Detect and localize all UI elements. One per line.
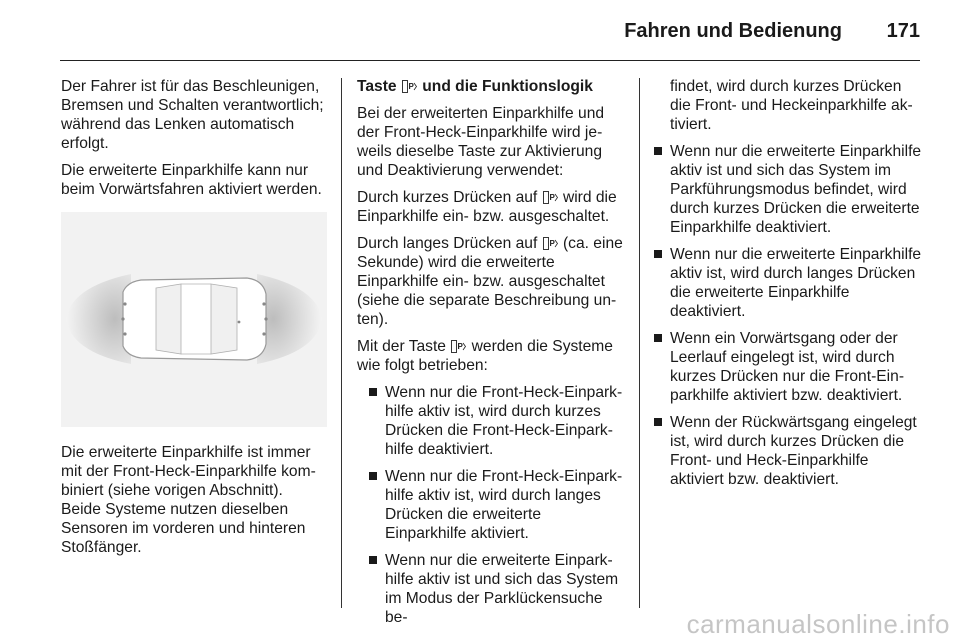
column-1-lower (61, 443, 327, 557)
parking-assist-button-icon (402, 80, 417, 93)
paragraph (357, 337, 625, 375)
svg-text:P: P (549, 239, 555, 248)
text: Durch kurzes Drücken auf (357, 189, 538, 206)
list-item (367, 467, 625, 543)
text: Mit der Taste (357, 338, 446, 355)
page-number: 171 (886, 20, 920, 42)
list-item (652, 245, 922, 321)
column-3 (652, 77, 922, 497)
paragraph: Die erweiterte Einparkhilfe ist immer mit der Front-Heck-Einparkhilfe kombiniert (siehe vorigen Abschnitt). Beide Systeme nutzen dieselben Sensoren im vorderen und hinteren Stoßfänger. (61, 444, 316, 556)
list-item-text: Wenn nur die erweiterte Einparkhilfe aktiv ist und sich das System im Parkführungsmodus befindet, wird durch kurzes Drücken die erweiterte Einparkhilfe deaktiviert. (670, 143, 922, 236)
subheading-text: Taste (357, 78, 397, 95)
paragraph (357, 234, 625, 329)
list-item (652, 329, 922, 405)
parking-assist-button-icon (543, 237, 558, 250)
list-item (367, 383, 625, 459)
list-item-text: Wenn nur die Front-Heck-Einparkhilfe aktiv ist, wird durch kurzes Drücken die Front-Heck-Einparkhilfe deaktiviert. (385, 384, 623, 458)
square-bullet-icon (369, 556, 377, 564)
bullet-list (652, 142, 922, 489)
square-bullet-icon (369, 472, 377, 480)
text: (ca. eine Sekunde) wird die erweiterte Einparkhilfe ein- bzw. ausgeschaltet (siehe die separate Beschreibung unten). (357, 235, 623, 328)
svg-text:P: P (549, 193, 555, 202)
parking-assist-button-icon (543, 191, 558, 204)
svg-text:P: P (457, 342, 464, 351)
section-title: Fahren und Bedienung (624, 20, 842, 42)
text: Durch langes Drücken auf (357, 235, 538, 252)
square-bullet-icon (654, 418, 662, 426)
list-item-text: Wenn ein Vorwärtsgang oder der Leerlauf eingelegt ist, wird durch kurzes Drücken nur die Front-Einparkhilfe aktiviert bzw. deaktiviert. (670, 330, 905, 404)
text: werden die Systeme wie folgt betrieben: (357, 338, 613, 374)
bullet-list (367, 383, 625, 627)
paragraph: Der Fahrer ist für das Beschleunigen, Bremsen und Schalten verantwortlich; während das Lenken automatisch erfolgt. (61, 78, 324, 152)
square-bullet-icon (369, 388, 377, 396)
subheading-text: und die Funktionslogik (422, 78, 593, 95)
list-item-text: Wenn nur die Front-Heck-Einparkhilfe aktiv ist, wird durch langes Drücken die erweiterte Einparkhilfe aktiviert. (385, 468, 623, 542)
square-bullet-icon (654, 334, 662, 342)
subheading (357, 77, 625, 96)
column-divider-1 (341, 78, 342, 608)
header-rule (60, 60, 920, 61)
text: wird die Einparkhilfe ein- bzw. ausgeschaltet. (357, 189, 617, 225)
paragraph-continuation: findet, wird durch kurzes Drücken die Front- und Heckeinparkhilfe aktiviert. (670, 78, 913, 133)
list-item-text: Wenn der Rückwärtsgang eingelegt ist, wird durch kurzes Drücken die Front- und Heck-Einparkhilfe aktiviert bzw. deaktiviert. (670, 414, 917, 488)
column-divider-2 (639, 78, 640, 608)
list-item (652, 413, 922, 489)
list-item-text: Wenn nur die erweiterte Einparkhilfe aktiv ist, wird durch langes Drücken die erweiterte Einparkhilfe deaktiviert. (670, 246, 922, 320)
column-1 (61, 77, 327, 207)
list-item-text: Wenn nur die erweiterte Einparkhilfe aktiv ist und sich das System im Modus der Parklückensuche be- (385, 552, 619, 626)
list-item (652, 142, 922, 237)
paragraph: Bei der erweiterten Einparkhilfe und der Front-Heck-Einparkhilfe wird jeweils dieselbe Taste zur Aktivierung und Deaktivierung verwendet: (357, 105, 605, 179)
square-bullet-icon (654, 250, 662, 258)
page-header (0, 0, 960, 60)
car-sensor-zones-illustration (61, 212, 327, 427)
square-bullet-icon (654, 147, 662, 155)
list-item (367, 551, 625, 627)
paragraph (357, 188, 625, 226)
column-2 (357, 77, 625, 635)
watermark: carmanualsonline.info (686, 609, 950, 639)
paragraph: Die erweiterte Einparkhilfe kann nur beim Vorwärtsfahren aktiviert werden. (61, 162, 322, 198)
svg-text:P: P (408, 82, 414, 91)
parking-assist-button-icon (451, 340, 466, 353)
